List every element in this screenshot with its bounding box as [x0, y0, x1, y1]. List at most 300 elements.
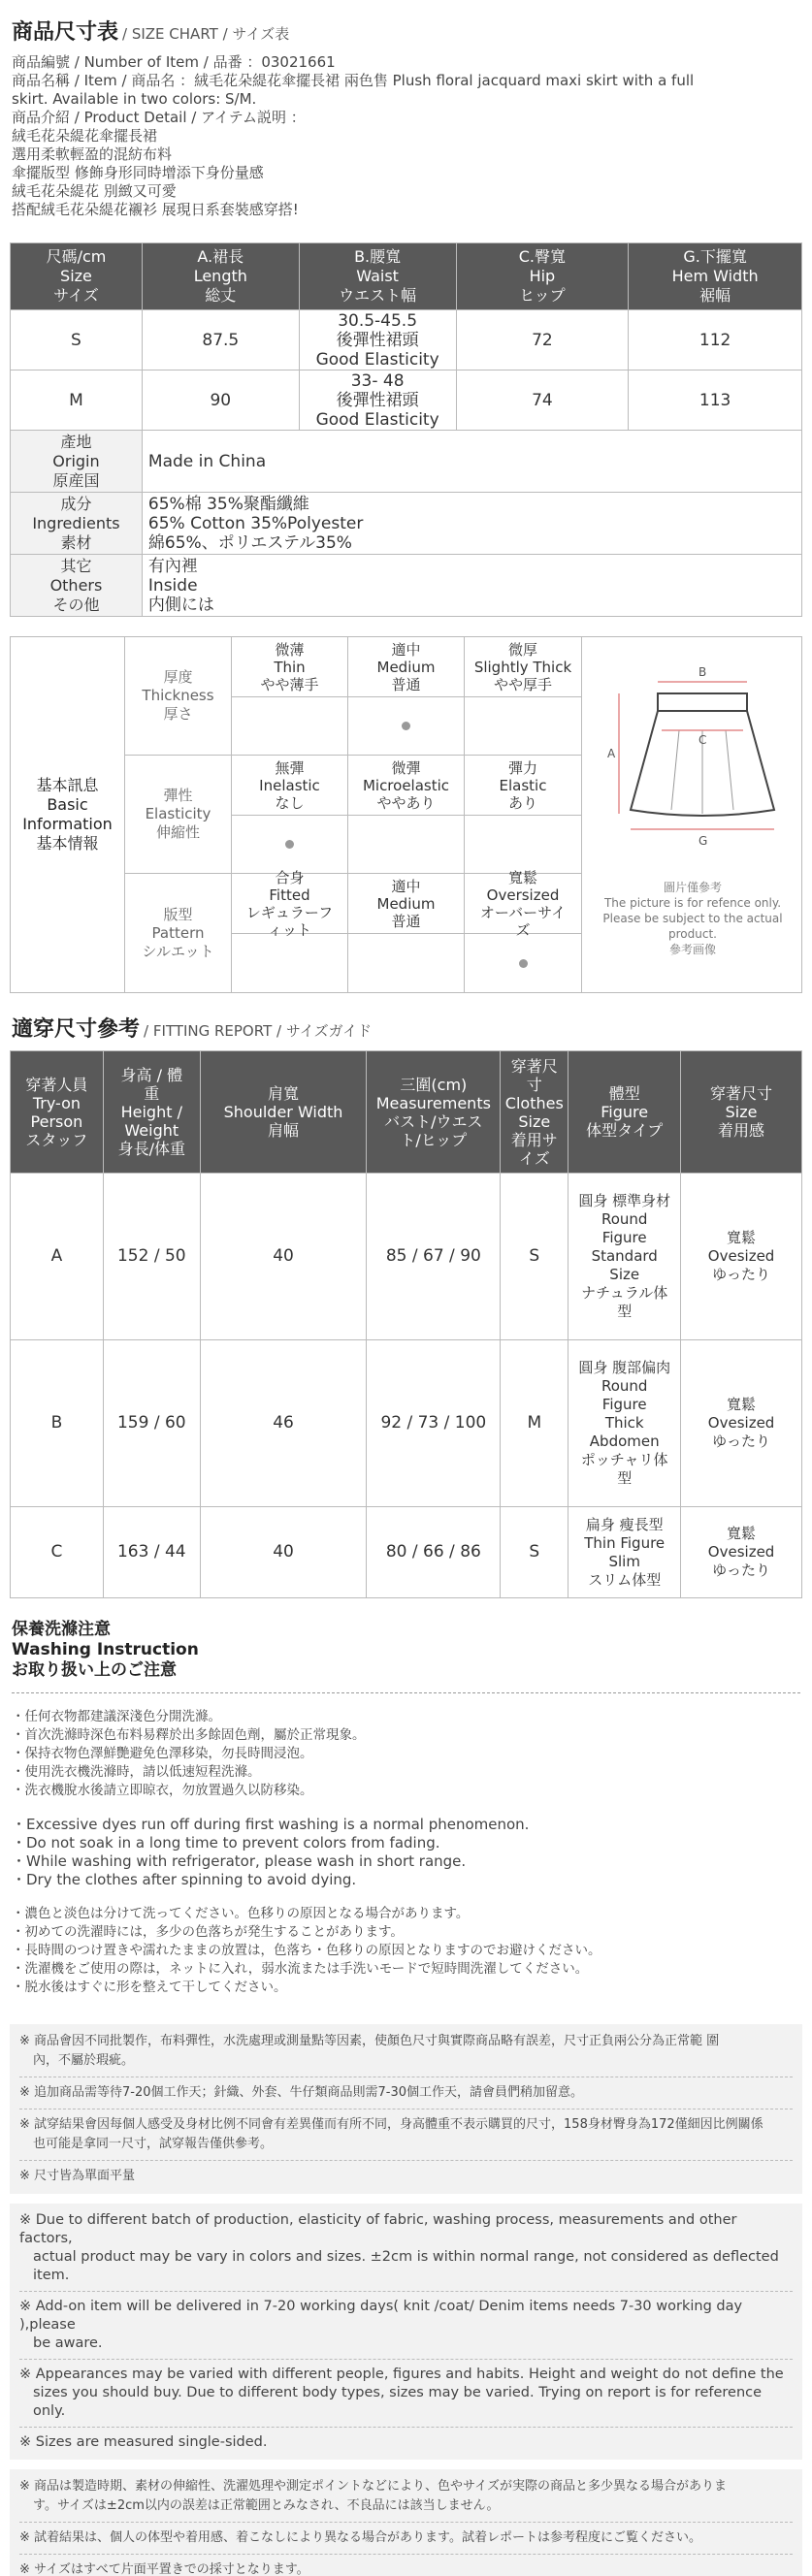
attr-option: [348, 756, 465, 873]
waist-cell: [299, 370, 456, 431]
washing-line: ・任何衣物都建議深淺色分開洗滌。: [12, 1709, 221, 1724]
washing-line: ・Excessive dyes run off during first washing is a normal phenomenon.: [12, 1816, 530, 1833]
option-text: ズ: [515, 920, 531, 939]
option-text: ィット: [267, 920, 311, 939]
header-text: 穿著尺寸: [710, 1084, 773, 1103]
attr-option: [232, 637, 348, 755]
caption-text: Please be subject to the actual: [602, 912, 783, 925]
washing-line: ・Dry the clothes after spinning to avoid dying.: [12, 1871, 357, 1888]
header-text: Clothes: [504, 1093, 564, 1112]
label-text: Basic: [47, 795, 88, 814]
header-text: バスト/ウエス: [384, 1111, 483, 1131]
title-text: 商品尺寸表: [12, 20, 119, 45]
fit-meas-cell: 85 / 67 / 90: [367, 1174, 501, 1340]
info-line: 商品介紹 / Product Detail / アイテム説明 ：: [12, 109, 306, 126]
attr-name-text: Pattern: [151, 923, 205, 942]
option-indicator: [465, 697, 581, 755]
fit-shoulder-cell: 40: [200, 1507, 367, 1598]
figure-text: Round: [601, 1377, 648, 1395]
size-col-header: [11, 243, 143, 310]
option-text: 寬鬆: [507, 868, 537, 886]
fit-size-cell: S: [501, 1174, 568, 1340]
header-text: 三圍(cm): [400, 1075, 468, 1094]
option-indicator: [232, 697, 347, 755]
info-line: 選用柔軟輕盈的混紡布料: [12, 145, 173, 163]
figure-text: Round: [601, 1210, 648, 1228]
option-text: Medium: [376, 894, 436, 913]
fit-person-cell: B: [11, 1340, 104, 1507]
header-text: Size: [725, 1103, 758, 1121]
attr-option: [348, 637, 465, 755]
note-line: ※ Add-on item will be delivered in 7-20 working days( knit /coat/ Denim items needs 7-30 working day ),please: [19, 2299, 743, 2333]
note-line: ※ 商品會因不同批製作，布料彈性，水洗處理或測量點等因素，使顏色尺寸與實際商品略有誤差，尺寸正負兩公分為正常範 圍: [19, 2034, 720, 2048]
note-line: sizes you should buy. Due to different body types, sizes may be varied. Trying on report is for reference only.: [33, 2385, 763, 2419]
option-indicator: [232, 934, 347, 992]
option-text: Oversized: [486, 886, 560, 904]
header-text: 寸: [526, 1075, 542, 1094]
header-text: 重: [144, 1084, 160, 1103]
attr-name: [125, 637, 232, 755]
option-indicator: [348, 816, 464, 873]
fit-meas-cell: 92 / 73 / 100: [367, 1340, 501, 1507]
fit-meas-cell: 80 / 66 / 86: [367, 1507, 501, 1598]
fit-text: ゆったり: [712, 1562, 770, 1579]
info-attr-row: [125, 637, 581, 756]
option-text: なし: [275, 793, 305, 812]
info-line: 搭配絨毛花朵緹花襯衫 展現日系套裝感穿搭!: [12, 201, 299, 218]
divider: [19, 2522, 793, 2523]
label-text: 基本情報: [36, 834, 99, 853]
note-line: ※ 追加商品需等待7-20個工作天；針織、外套、牛仔類商品則需7-30個工作天，請會員們稍加留意。: [19, 2085, 584, 2100]
info-line: 商品編號 / Number of Item / 品番 ：03021661: [12, 53, 336, 71]
fit-hw-cell: 159 / 60: [103, 1340, 200, 1507]
selected-dot-icon: [519, 959, 528, 968]
size-table: [10, 242, 802, 617]
washing-line: ・洗濯機をご使用の際は，ネットに入れ，弱水流または手洗いモードで短時間洗濯してください。: [12, 1961, 589, 1977]
option-text: Fitted: [269, 886, 310, 904]
label-text: Information: [22, 815, 113, 833]
basic-info-grid: [125, 637, 581, 992]
header-text: Size: [518, 1111, 551, 1131]
header-text: ト/ヒップ: [400, 1130, 468, 1149]
info-row: [11, 555, 802, 617]
header-text: 尺碼/cm: [46, 247, 107, 266]
attr-name-text: 厚度: [163, 668, 193, 686]
header-text: 身高 / 體: [120, 1066, 183, 1084]
washing-line: ・保持衣物色澤鮮艷避免色澤移染，勿長時間浸泡。: [12, 1746, 313, 1761]
figure-cell: [568, 1507, 681, 1598]
divider: [12, 1692, 800, 1694]
washing-en: [12, 1816, 800, 1889]
figure-text: Figure: [601, 1229, 647, 1246]
image-caption: [582, 880, 803, 957]
size-row: [11, 310, 802, 370]
option-label: [465, 756, 581, 816]
row-label: [11, 555, 143, 617]
option-indicator: [465, 934, 581, 992]
washing-line: ・首次洗滌時深色布料易釋於出多餘固色劑，屬於正常現象。: [12, 1727, 366, 1743]
row-label: [11, 493, 143, 555]
figure-text: 圓身 腹部偏肉: [578, 1359, 671, 1376]
washing-line: ・洗衣機脫水後請立即晾衣，勿放置過久以防移染。: [12, 1783, 313, 1798]
fit-col-header: [200, 1051, 367, 1174]
header-text: Height /: [120, 1103, 182, 1121]
washing-heading: 保養洗滌注意: [12, 1620, 111, 1639]
attr-name-text: 厚さ: [163, 705, 193, 723]
attr-option: [465, 637, 581, 755]
waist-text: 33- 48: [350, 370, 405, 391]
fit-col-header: [568, 1051, 681, 1174]
waist-text: 後彈性裙頭: [336, 390, 419, 410]
fit-feel-cell: [681, 1340, 802, 1507]
waist-text: Good Elasticity: [315, 409, 439, 430]
length-cell: 90: [142, 370, 299, 431]
option-text: 微彈: [391, 758, 421, 777]
notes-zh: [10, 2024, 802, 2194]
option-label: [348, 874, 464, 934]
option-text: 無彈: [275, 758, 305, 777]
header-text: B.腰寬: [354, 247, 402, 266]
option-indicator: [232, 816, 347, 873]
label-text: Others: [49, 575, 103, 595]
figure-text: 扁身 瘦長型: [585, 1515, 664, 1533]
figure-text: Standard: [591, 1247, 658, 1265]
figure-text: 圓身 標準身材: [578, 1192, 671, 1209]
figure-text: Thin Figure: [584, 1533, 666, 1552]
row-label: [11, 431, 143, 493]
size-cell: S: [11, 310, 143, 370]
info-row: [11, 431, 802, 493]
figure-text: Abdomen: [589, 1433, 660, 1450]
option-indicator: [348, 697, 464, 755]
label-text: 基本訊息: [36, 776, 99, 794]
washing-line: ・使用洗衣機洗滌時，請以低速短程洗滌。: [12, 1764, 261, 1780]
value-text: 有內裡: [147, 556, 198, 576]
value-text: 65% Cotton 35%Polyester: [147, 513, 364, 533]
header-text: 肩幅: [268, 1121, 300, 1140]
header-text: Size: [60, 267, 92, 285]
caption-text: 圖片僅參考: [663, 881, 722, 894]
option-text: Elastic: [499, 776, 547, 794]
info-line: skirt. Available in two colors: S/M.: [12, 90, 257, 108]
diagram-letter: B: [698, 665, 707, 679]
washing-line: ・初めての洗濯時には，多少の色落ちが発生することがあります。: [12, 1924, 404, 1940]
fit-col-header: [681, 1051, 802, 1174]
fit-text: ゆったり: [712, 1433, 770, 1450]
value-text: Inside: [147, 575, 198, 596]
option-text: 普通: [391, 675, 421, 693]
fit-hw-cell: 163 / 44: [103, 1507, 200, 1598]
option-text: レギュラーフ: [245, 903, 334, 921]
attr-name: [125, 874, 232, 992]
note-line: 內，不屬於瑕疵。: [33, 2053, 135, 2068]
caption-text: The picture is for refence only.: [603, 896, 782, 910]
header-text: サイズ: [53, 286, 99, 305]
option-label: [232, 637, 347, 697]
fit-col-header: [501, 1051, 568, 1174]
fit-feel-cell: [681, 1174, 802, 1340]
fit-text: Ovesized: [707, 1247, 775, 1265]
page-title: [12, 16, 800, 46]
fit-col-header: [103, 1051, 200, 1174]
option-label: [232, 756, 347, 816]
divider: [19, 2160, 793, 2161]
value-text: 内側には: [147, 595, 214, 615]
header: [0, 0, 812, 219]
option-text: あり: [507, 793, 537, 812]
value-text: Made in China: [147, 451, 267, 471]
fit-hw-cell: 152 / 50: [103, 1174, 200, 1340]
option-text: Thin: [274, 658, 306, 676]
fit-feel-cell: [681, 1507, 802, 1598]
washing-line: ・While washing with refrigerator, please wash in short range.: [12, 1852, 467, 1870]
fit-shoulder-cell: 46: [200, 1340, 367, 1507]
info-attr-row: [125, 756, 581, 874]
fit-col-header: [367, 1051, 501, 1174]
fitting-subtitle-text: / FITTING REPORT / サイズガイド: [144, 1022, 373, 1040]
header-text: 肩寬: [268, 1084, 300, 1103]
note-line: ※ 試穿結果會因每個人感受及身材比例不同會有差異僅而有所不同，身高體重不表示購買的尺寸，158身材臀身為172僅細因比例關係: [19, 2117, 763, 2132]
washing-zh: [12, 1708, 800, 1800]
fit-person-cell: A: [11, 1174, 104, 1340]
header-text: 穿著人員: [25, 1075, 88, 1094]
subtitle-text: / SIZE CHART / サイズ表: [122, 25, 290, 43]
figure-text: Size: [609, 1266, 640, 1283]
attr-option: [465, 868, 581, 992]
waist-cell: [299, 310, 456, 370]
option-text: 適中: [391, 640, 421, 659]
note-line: ※ 試着結果は、個人の体型や着用感、着こなしにより異なる場合があります。試着レポートは参考程度にご覧ください。: [19, 2530, 701, 2545]
figure-text: Slim: [608, 1552, 640, 1570]
size-col-header: [299, 243, 456, 310]
label-text: 素材: [60, 532, 92, 552]
diagram-letter: C: [698, 733, 707, 747]
selected-dot-icon: [285, 840, 294, 849]
fit-text: 寬鬆: [727, 1525, 757, 1542]
hip-cell: 74: [456, 370, 629, 431]
label-text: 其它: [60, 556, 92, 575]
attr-option: [232, 868, 348, 992]
waist-text: 後彈性裙頭: [336, 330, 419, 350]
size-col-header: [629, 243, 802, 310]
note-line: ※ Sizes are measured single-sided.: [19, 2434, 268, 2450]
note-line: ※ 商品は製造時期、素材の伸縮性、洗濯処理や測定ポイントなどにより、色やサイズが実際の商品と多少異なる場合がありま: [19, 2479, 727, 2494]
option-label: [232, 868, 347, 939]
header-text: 着用サ: [510, 1130, 558, 1149]
caption-text: product.: [668, 927, 717, 941]
figure-text: ナチュラル体: [581, 1284, 668, 1302]
header-text: 身長/体重: [117, 1140, 185, 1158]
header-text: 体型タイプ: [586, 1121, 664, 1140]
fit-text: Ovesized: [707, 1414, 775, 1432]
header-text: イズ: [518, 1148, 550, 1168]
option-text: Microelastic: [362, 776, 450, 794]
figure-cell: [568, 1340, 681, 1507]
size-col-header: [142, 243, 299, 310]
header-text: スタッフ: [25, 1130, 88, 1149]
attr-option: [465, 756, 581, 873]
option-text: やや薄手: [260, 675, 319, 693]
note-line: be aware.: [33, 2335, 103, 2351]
hem-cell: 112: [629, 310, 802, 370]
washing-heading: Washing Instruction: [12, 1640, 199, 1659]
note-line: ※ サイズはすべて片面平置きでの採寸となります。: [19, 2562, 309, 2576]
label-text: その他: [52, 595, 100, 614]
fit-row: [11, 1507, 802, 1598]
label-text: 原産国: [52, 470, 100, 490]
length-cell: 87.5: [142, 310, 299, 370]
waist-text: 30.5-45.5: [338, 310, 418, 331]
header-text: Length: [193, 267, 247, 285]
info-line: 商品名稱 / Item / 商品名 ：絨毛花朵緹花傘擺長裙 兩色售 Plush floral jacquard maxi skirt with a full: [12, 72, 695, 89]
figure-text: スリム体型: [588, 1570, 662, 1589]
header-text: Measurements: [375, 1093, 491, 1112]
figure-cell: [568, 1174, 681, 1340]
value-text: 65%棉 35%聚酯纖維: [147, 494, 309, 514]
row-value: [142, 493, 801, 555]
note-line: 也可能是拿同一尺寸，試穿報告僅供參考。: [33, 2137, 274, 2151]
fit-text: 寬鬆: [727, 1229, 757, 1246]
fitting-table: [10, 1050, 802, 1598]
waistband-shape: [658, 693, 747, 711]
label-text: 成分: [60, 494, 92, 513]
divider: [19, 2427, 793, 2428]
header-text: 総丈: [205, 286, 237, 305]
option-text: 微厚: [507, 640, 537, 659]
header-text: Waist: [356, 267, 399, 285]
washing-headings: [12, 1620, 800, 1681]
option-text: Medium: [376, 658, 436, 676]
header-text: C.臀寬: [518, 247, 567, 266]
fit-text: ゆったり: [712, 1266, 770, 1283]
caption-text: 參考画像: [668, 943, 716, 956]
header-text: Hem Width: [671, 267, 759, 285]
note-line: ※ Appearances may be varied with different people, figures and habits. Height and weight do not define the: [19, 2367, 784, 2382]
divider: [19, 2554, 793, 2555]
label-text: Ingredients: [32, 513, 120, 532]
fit-size-cell: S: [501, 1507, 568, 1598]
header-text: 穿著尺: [510, 1056, 558, 1076]
option-label: [348, 637, 464, 697]
fit-row: [11, 1174, 802, 1340]
option-text: 彈力: [507, 758, 537, 777]
hip-cell: 72: [456, 310, 629, 370]
divider: [19, 2359, 793, 2360]
row-value: [142, 431, 801, 493]
diagram-letter: A: [607, 747, 616, 760]
note-line: actual product may be vary in colors and sizes. ±2cm is within normal range, not considered as deflected item.: [33, 2249, 779, 2283]
figure-text: 型: [617, 1303, 633, 1320]
value-text: 綿65%、ポリエステル35%: [147, 532, 352, 553]
washing-line: ・長時間のつけ置きや濡れたままの放置は，色落ち・色移りの原因となりますのでお避けください。: [12, 1943, 601, 1958]
option-label: [348, 756, 464, 816]
attr-name-text: Elasticity: [145, 805, 211, 822]
info-line: 絨毛花朵緹花 別緻又可愛: [12, 182, 177, 200]
header-text: 體型: [608, 1084, 640, 1103]
fitting-title: [12, 1013, 800, 1043]
fit-text: Ovesized: [707, 1543, 775, 1561]
fit-person-cell: C: [11, 1507, 104, 1598]
option-text: ややあり: [376, 793, 436, 812]
row-value: [142, 555, 801, 617]
divider: [19, 2291, 793, 2292]
header-text: Shoulder Width: [223, 1103, 343, 1121]
option-text: 微薄: [275, 640, 305, 659]
washing-line: ・濃色と淡色は分けて洗ってください。色移りの原因となる場合があります。: [12, 1906, 470, 1921]
figure-text: 型: [617, 1469, 633, 1487]
item-info: [12, 53, 800, 219]
selected-dot-icon: [402, 722, 410, 730]
skirt-diagram: [581, 637, 803, 992]
washing-line: ・Do not soak in a long time to prevent colors from fading.: [12, 1834, 440, 1852]
option-indicator: [348, 934, 464, 992]
attr-option: [348, 874, 465, 992]
info-line: 傘擺版型 修飾身形同時增添下身份量感: [12, 164, 264, 181]
size-cell: M: [11, 370, 143, 431]
header-text: ウエスト幅: [339, 286, 417, 305]
fit-shoulder-cell: 40: [200, 1174, 367, 1340]
washing-line: ・脱水後はすぐに形を整えて干してください。: [12, 1980, 287, 1995]
option-label: [465, 868, 581, 939]
attr-name-text: Thickness: [142, 687, 214, 704]
header-text: ヒップ: [519, 286, 566, 305]
note-line: ※ 尺寸皆為單面平量: [19, 2169, 136, 2183]
attr-option: [232, 756, 348, 873]
option-label: [465, 637, 581, 697]
basic-info: [10, 636, 802, 993]
size-row: [11, 370, 802, 431]
attr-name-text: シルエット: [142, 942, 214, 960]
option-text: 合身: [275, 868, 305, 886]
header-text: Weight: [124, 1121, 179, 1140]
header-text: 裾幅: [699, 286, 731, 305]
info-attr-row: [125, 868, 581, 992]
option-text: Slightly Thick: [473, 658, 572, 676]
note-line: す。サイズは±2cm以内の誤差は正常範囲とみなされ、不良品には該当しません。: [33, 2498, 500, 2513]
washing-section: [12, 1620, 800, 1997]
option-indicator: [465, 816, 581, 873]
option-text: Inelastic: [259, 776, 320, 794]
header-text: A.裙長: [197, 247, 244, 266]
label-text: 產地: [60, 432, 92, 451]
figure-text: Thick: [604, 1414, 644, 1432]
size-col-header: [456, 243, 629, 310]
notes-ja: [10, 2469, 802, 2576]
fit-row: [11, 1340, 802, 1507]
waist-text: Good Elasticity: [315, 349, 439, 370]
info-row: [11, 493, 802, 555]
option-text: 普通: [391, 912, 421, 930]
fit-size-cell: M: [501, 1340, 568, 1507]
notes-en: [10, 2204, 802, 2460]
attr-name-text: 伸縮性: [155, 823, 200, 841]
option-text: やや厚手: [493, 675, 552, 693]
attr-name: [125, 756, 232, 873]
fit-col-header: [11, 1051, 104, 1174]
attr-name-text: 版型: [163, 905, 193, 923]
attr-name-text: 彈性: [163, 787, 193, 804]
basic-info-label: [11, 637, 125, 992]
label-text: Origin: [52, 451, 100, 470]
option-text: オーバーサイ: [479, 903, 567, 921]
header-text: Hip: [529, 267, 556, 285]
header-text: Figure: [601, 1103, 649, 1121]
info-line: 絨毛花朵緹花傘擺長裙: [12, 127, 158, 145]
washing-ja: [12, 1905, 800, 1997]
header-text: 着用感: [718, 1121, 765, 1140]
figure-text: Figure: [601, 1396, 647, 1413]
washing-heading: お取り扱い上のご注意: [12, 1660, 177, 1680]
